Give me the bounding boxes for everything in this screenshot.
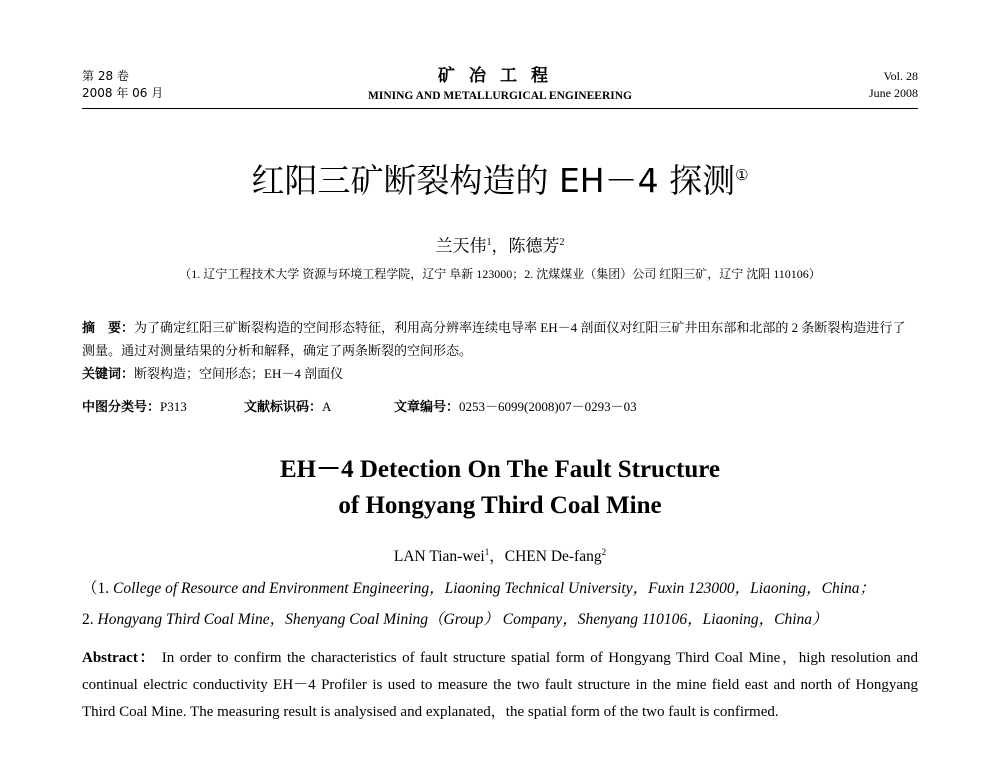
abstract-en [82, 645, 918, 726]
header-rule [82, 108, 918, 109]
abstract-cn-label: 摘 要： [82, 320, 135, 335]
authors-en [0, 542, 1000, 567]
author-cn-2: 陈德芳 [508, 236, 560, 256]
author-cn-separator: ， [491, 236, 509, 256]
affiliation-en-text-2: Hongyang Third Coal Mine，Shenyang Coal Mining（Group） Company，Shenyang 110106，Liaoning，China） [97, 611, 828, 628]
abstract-cn [82, 316, 918, 362]
footnote-marker: ① [735, 166, 749, 184]
abstract-en-label: Abstract： [82, 650, 157, 666]
volume-cn: 第 28 卷 [82, 69, 129, 83]
header-center [0, 66, 1000, 104]
header-right [869, 68, 918, 102]
journal-title-en: MINING AND METALLURGICAL ENGINEERING [367, 90, 632, 102]
title-en-line-1: EH－4 Detection On The Fault Structure [279, 456, 721, 483]
doc-code-label: 文献标识码： [244, 399, 323, 414]
author-cn-2-sup: 2 [559, 237, 565, 248]
affiliation-en [82, 573, 932, 635]
article-number-value: 0253－6099(2008)07－0293－03 [459, 399, 637, 414]
doc-code [244, 398, 394, 416]
affiliation-en-num-1: （1. [82, 580, 110, 597]
affiliation-cn: （1. 辽宁工程技术大学 资源与环境工程学院，辽宁 阜新 123000；2. 沈煤煤业（集团）公司 红阳三矿，辽宁 沈阳 110106） [179, 267, 821, 281]
clc-value: P313 [160, 399, 187, 414]
author-en-separator: ， [489, 548, 505, 566]
affiliation-en-line-1 [82, 573, 932, 604]
volume-en: Vol. 28 [883, 69, 918, 83]
author-en-2-sup: 2 [601, 547, 607, 557]
keywords-cn [82, 362, 918, 385]
keywords-cn-label: 关键词： [82, 366, 135, 381]
doc-code-value: A [322, 399, 332, 414]
affiliation-en-num-2: 2. [82, 611, 94, 628]
author-cn-1-sup: 1 [486, 237, 492, 248]
keywords-cn-text: 断裂构造；空间形态；EH－4 剖面仪 [134, 366, 344, 381]
journal-title-cn: 矿冶工程 [438, 66, 562, 85]
affiliation-en-text-1: College of Resource and Environment Engineering，Liaoning Technical University，Fuxin 123000，Liaoning，China； [113, 580, 876, 597]
author-en-2: CHEN De-fang [504, 548, 602, 566]
paper-title-en [0, 452, 1000, 524]
abstract-en-text: In order to confirm the characteristics of fault structure spatial form of Hongyang Third Coal Mine，high resolution and continual electric conductivity EH－4 Profiler is used to measure the two fault structure in the mine field east and north of Hongyang Third Coal Mine. The measuring result is analysised and explanated，the spatial form of the two fault is confirmed. [82, 650, 918, 720]
title-cn-text: 红阳三矿断裂构造的 EH－4 探测 [251, 161, 736, 200]
authors-cn [0, 232, 1000, 258]
abstract-cn-text: 为了确定红阳三矿断裂构造的空间形态特征，利用高分辨率连续电导率 EH－4 剖面仪对红阳三矿井田东部和北部的 2 条断裂构造进行了测量。通过对测量结果的分析和解释，确定了两条断裂的空间形态。 [82, 320, 906, 358]
article-number-label: 文章编号： [394, 399, 460, 414]
author-en-1-sup: 1 [484, 547, 490, 557]
clc-number [82, 398, 244, 416]
affiliation-en-line-2 [82, 604, 932, 635]
author-cn-1: 兰天伟 [435, 236, 487, 256]
title-en-line-2: of Hongyang Third Coal Mine [338, 492, 662, 519]
date-cn: 2008 年 06 月 [82, 86, 164, 100]
abstract-cn-block [82, 316, 918, 385]
article-number [394, 398, 637, 416]
classification-row [82, 398, 918, 416]
author-en-1: LAN Tian-wei [393, 548, 485, 566]
clc-label: 中图分类号： [82, 399, 161, 414]
paper-title-cn [0, 160, 1000, 202]
date-en: June 2008 [869, 86, 918, 100]
